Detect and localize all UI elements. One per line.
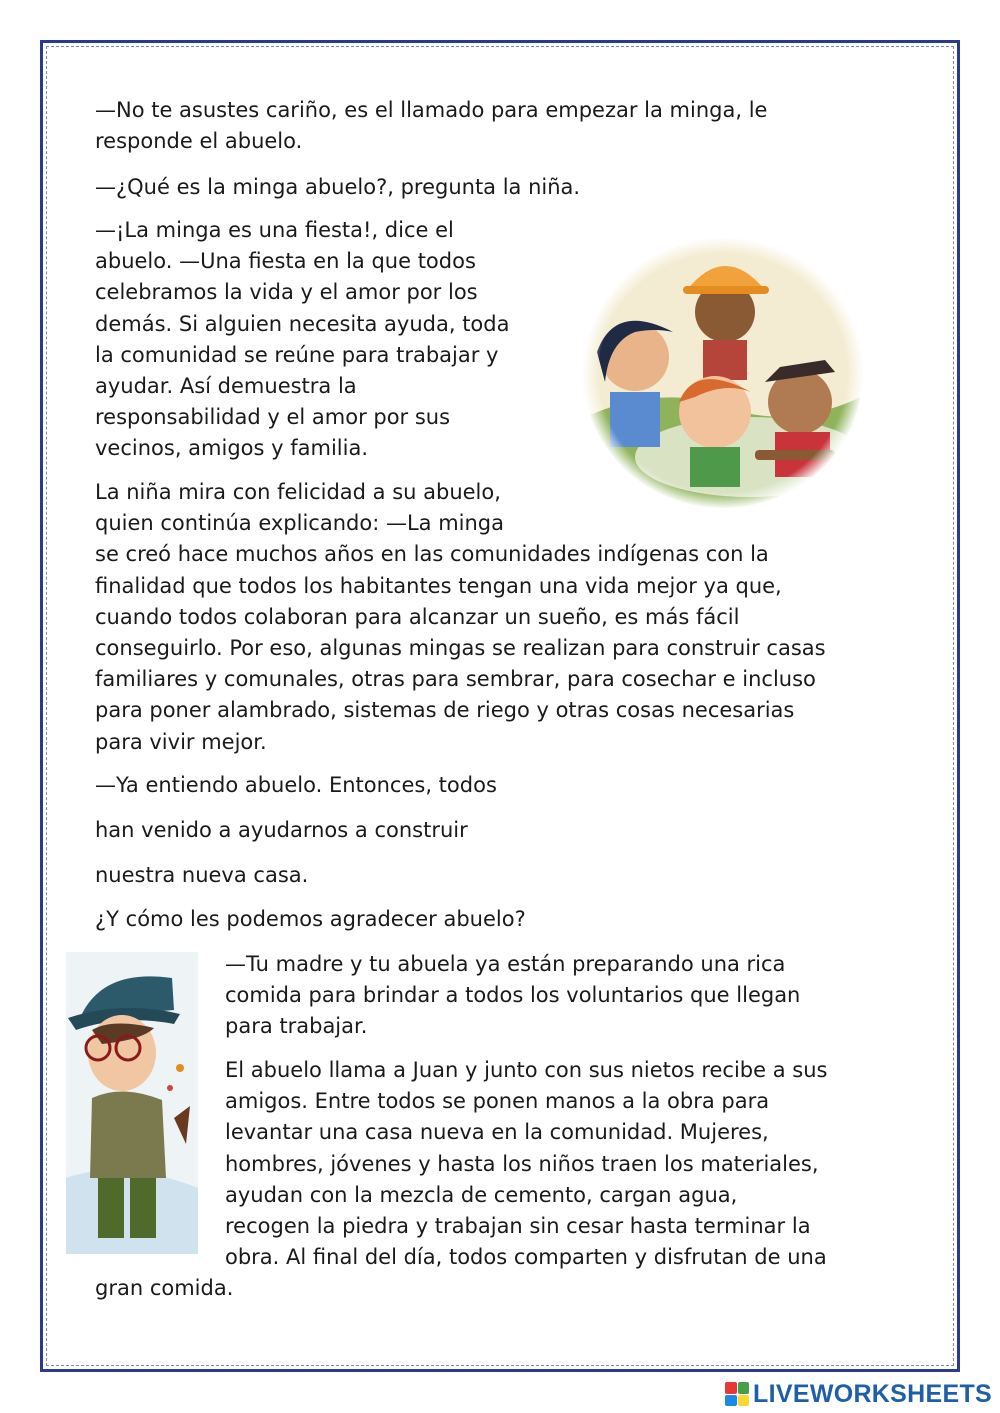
text-line: —¿Qué es la minga abuelo?, pregunta la niña. — [95, 175, 581, 199]
boy-with-cap-illustration — [62, 948, 202, 1258]
paragraph-7 — [95, 860, 308, 891]
text-line: para vivir mejor. — [95, 729, 267, 754]
text-line: cuando todos colaboran para alcanzar un sueño, es más fácil — [95, 604, 740, 629]
paragraph-5 — [95, 770, 497, 801]
text-line: conseguirlo. Por eso, algunas mingas se realizan para construir casas — [95, 636, 826, 661]
text-line: comida para brindar a todos los voluntarios que llegan — [225, 983, 801, 1008]
text-line: se creó hace muchos años en las comunidades indígenas con la — [95, 542, 769, 567]
text-line: La niña mira con felicidad a su abuelo, — [95, 480, 501, 504]
text-line: —No te asustes cariño, es el llamado para empezar la minga, le — [95, 98, 768, 122]
text-line: finalidad que todos los habitantes tengan una vida mejor ya que, — [95, 573, 782, 598]
text-line: El abuelo llama a Juan y junto con sus nietos recibe a sus — [225, 1058, 828, 1082]
liveworksheets-brand[interactable] — [725, 1379, 992, 1409]
liveworksheets-logo-icon — [725, 1382, 749, 1406]
text-line: la comunidad se reúne para trabajar y — [95, 342, 499, 367]
text-line: nuestra nueva casa. — [95, 863, 309, 887]
paragraph-6 — [95, 815, 468, 846]
text-line: celebramos la vida y el amor por los — [95, 280, 478, 305]
text-line: responde el abuelo. — [95, 129, 303, 154]
paragraph-9 — [225, 949, 800, 1043]
text-line: —Tu madre y tu abuela ya están preparando una rica — [225, 952, 786, 976]
paragraph-8 — [95, 904, 526, 935]
paragraph-11 — [95, 1273, 233, 1304]
text-line: responsabilidad y el amor por sus — [95, 405, 451, 430]
text-line: quien continúa explicando: —La minga — [95, 511, 504, 536]
children-illustration — [575, 232, 871, 514]
text-line: vecinos, amigos y familia. — [95, 436, 368, 461]
text-line: hombres, jóvenes y hasta los niños traen los materiales, — [225, 1151, 819, 1176]
paragraph-4 — [95, 477, 826, 758]
text-line: para trabajar. — [225, 1014, 368, 1039]
text-line: abuelo. —Una fiesta en la que todos — [95, 249, 476, 274]
text-line: gran comida. — [95, 1276, 234, 1300]
paragraph-2 — [95, 172, 580, 203]
text-line: ayudan con la mezcla de cemento, cargan agua, — [225, 1182, 738, 1207]
text-line: amigos. Entre todos se ponen manos a la obra para — [225, 1089, 770, 1114]
text-line: recogen la piedra y trabajan sin cesar hasta terminar la — [225, 1214, 811, 1239]
paragraph-1 — [95, 95, 767, 157]
text-line: —¡La minga es una fiesta!, dice el — [95, 218, 454, 242]
paragraph-10 — [225, 1055, 827, 1273]
text-line: para poner alambrado, sistemas de riego y otras cosas necesarias — [95, 698, 795, 723]
text-line: —Ya entiendo abuelo. Entonces, todos — [95, 773, 497, 797]
paragraph-3 — [95, 215, 509, 465]
text-line: familiares y comunales, otras para sembrar, para cosechar e incluso — [95, 667, 816, 692]
text-line: obra. Al final del día, todos comparten y disfrutan de una — [225, 1245, 827, 1270]
text-line: demás. Si alguien necesita ayuda, toda — [95, 311, 510, 336]
text-line: levantar una casa nueva en la comunidad. Mujeres, — [225, 1120, 769, 1145]
brand-name: LIVEWORKSHEETS — [753, 1379, 992, 1408]
text-line: han venido a ayudarnos a construir — [95, 818, 468, 842]
text-line: ¿Y cómo les podemos agradecer abuelo? — [95, 907, 526, 931]
text-line: ayudar. Así demuestra la — [95, 374, 357, 399]
